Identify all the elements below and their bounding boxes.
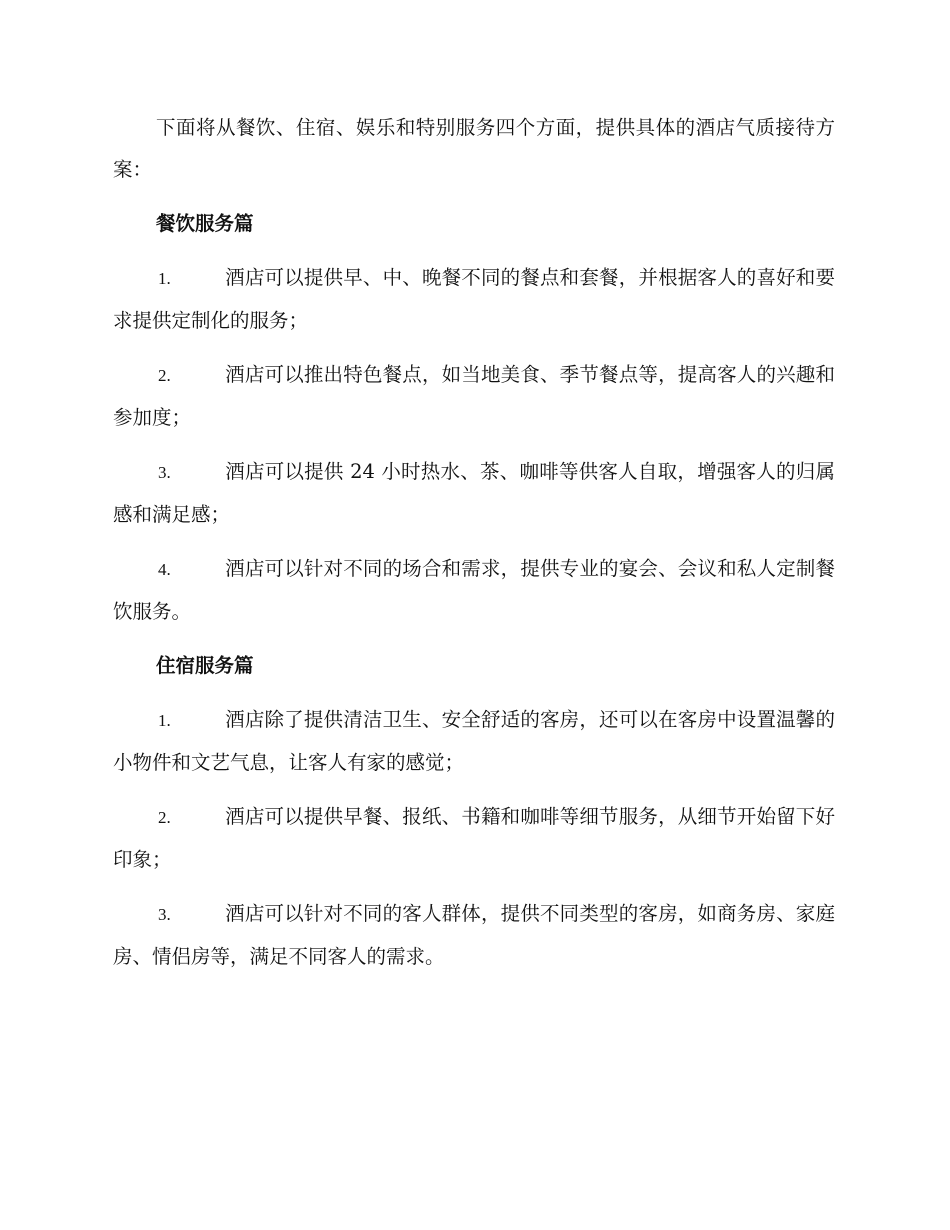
list-number: 2.: [158, 366, 171, 385]
list-item-text: 酒店可以针对不同的客人群体，提供不同类型的客房，如商务房、家庭房、情侣房等，满足不同客人的需求。: [113, 902, 835, 968]
list-number: 4.: [158, 560, 171, 579]
list-number: 3.: [158, 905, 171, 924]
list-item: [113, 699, 835, 784]
list-item: [113, 354, 835, 439]
document-body: [113, 107, 835, 990]
list-item: [113, 451, 835, 536]
list-item-text: 酒店可以提供 24 小时热水、茶、咖啡等供客人自取，增强客人的归属感和满足感；: [113, 460, 835, 526]
list-number: 2.: [158, 808, 171, 827]
list-item-text: 酒店可以提供早餐、报纸、书籍和咖啡等细节服务，从细节开始留下好印象；: [113, 805, 835, 871]
list-item: [113, 257, 835, 342]
intro-paragraph: 下面将从餐饮、住宿、娱乐和特别服务四个方面，提供具体的酒店气质接待方案：: [113, 116, 835, 181]
list-item-text: 酒店可以推出特色餐点，如当地美食、季节餐点等，提高客人的兴趣和参加度；: [113, 363, 835, 429]
list-item-text: 酒店除了提供清洁卫生、安全舒适的客房，还可以在客房中设置温馨的小物件和文艺气息，让客人有家的感觉；: [113, 708, 835, 774]
list-item-text: 酒店可以提供早、中、晚餐不同的餐点和套餐，并根据客人的喜好和要求提供定制化的服务；: [113, 266, 835, 332]
list-number: 3.: [158, 463, 171, 482]
section-heading-lodging: 住宿服务篇: [156, 654, 254, 677]
list-item: [113, 548, 835, 633]
list-item: [113, 796, 835, 881]
list-number: 1.: [158, 269, 171, 288]
list-number: 1.: [158, 711, 171, 730]
section-heading-dining: 餐饮服务篇: [156, 212, 254, 235]
list-item-text: 酒店可以针对不同的场合和需求，提供专业的宴会、会议和私人定制餐饮服务。: [113, 557, 835, 623]
list-item: [113, 893, 835, 978]
